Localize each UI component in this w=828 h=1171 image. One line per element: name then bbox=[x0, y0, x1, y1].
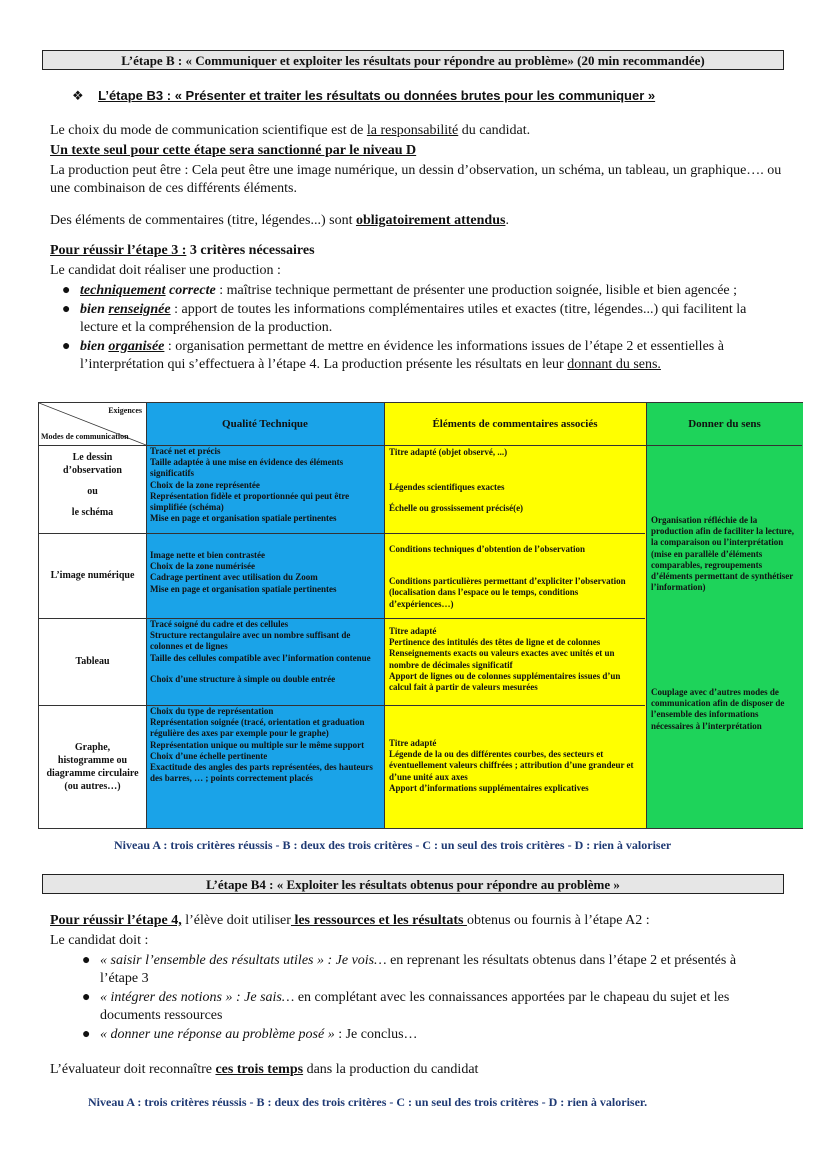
text: : organisation permettant de mettre en évidence les informations issues de l’étape 2 et essentielles à l’interprétation qui s’effectuera à l’étape 4. La production présente les résultats en leur bbox=[80, 339, 724, 372]
text: L’image numérique bbox=[50, 570, 135, 581]
text: Le choix du mode de communication scientifique est de bbox=[50, 123, 367, 138]
header-commentaires: Éléments de commentaires associés bbox=[432, 418, 598, 430]
list-item bbox=[50, 282, 784, 300]
text-underlined: donnant du sens. bbox=[567, 357, 661, 372]
bullet-icon: ● bbox=[82, 953, 91, 968]
divider bbox=[646, 403, 647, 828]
etape-b3-title bbox=[72, 88, 655, 104]
cell-comm-image bbox=[389, 544, 644, 610]
candidat-doit: Le candidat doit : bbox=[50, 933, 149, 948]
divider bbox=[39, 533, 645, 534]
text: : apport de toutes les informations complémentaires utiles et exactes (titre, légendes...) qui facilitent la lecture et la compréhension de la production. bbox=[80, 302, 747, 335]
list-item bbox=[70, 1026, 768, 1044]
text: obtenus ou fournis à l’étape A2 : bbox=[466, 913, 650, 928]
text: bien bbox=[80, 339, 109, 354]
divider bbox=[384, 403, 385, 828]
row-label-tableau bbox=[41, 655, 144, 668]
text: Cadrage pertinent avec utilisation du Zoom bbox=[150, 572, 318, 583]
bullet-icon: ● bbox=[62, 283, 71, 298]
text: Représentation unique ou multiple sur le même support bbox=[150, 739, 365, 750]
text: L’évaluateur doit reconnaître bbox=[50, 1062, 216, 1077]
column-sens bbox=[646, 403, 803, 828]
text-bold-underlined: Pour réussir l’étape 4, bbox=[50, 913, 182, 928]
text: Structure rectangulaire avec un nombre suffisant de colonnes et de lignes bbox=[150, 630, 351, 652]
text: histogramme ou bbox=[57, 755, 128, 766]
candidat-production: Le candidat doit réaliser une production : bbox=[50, 263, 281, 278]
cell-tech-dessin bbox=[150, 446, 382, 524]
text: Représentation fidèle et proportionnée qui peut être simplifiée (schéma) bbox=[150, 490, 350, 513]
row-label-image bbox=[41, 569, 144, 582]
text: Taille adaptée à une mise en évidence des éléments significatifs bbox=[150, 457, 344, 479]
criteria-list bbox=[50, 282, 784, 375]
row-label-dessin bbox=[41, 451, 144, 519]
text: Conditions techniques d’obtention de l’observation bbox=[389, 544, 586, 554]
list-item bbox=[70, 952, 768, 988]
text: Choix de la zone numérisée bbox=[150, 561, 255, 572]
corner-modes: Modes de communication bbox=[41, 432, 129, 441]
text: Tracé net et précis bbox=[150, 446, 221, 456]
cell-sens-couplage: Couplage avec d’autres modes de communication afin de disposer de l’ensemble des informations nécessaires à l’interprétation bbox=[651, 687, 785, 731]
text-underlined: Pour réussir l’étape 3 : bbox=[50, 243, 187, 258]
text: Échelle ou grossissement précisé(e) bbox=[389, 503, 524, 514]
text: Choix d’une structure à simple ou double entrée bbox=[150, 673, 336, 684]
bullet-icon: ● bbox=[62, 339, 71, 354]
text: le schéma bbox=[71, 507, 114, 518]
text: Le dessin bbox=[72, 452, 113, 463]
text: Exactitude des angles des parts représentées, des hauteurs des barres, … ; points correctement placés bbox=[150, 762, 373, 784]
text: Légende de la ou des différentes courbes, des secteurs et éventuellement valeurs chiffrées ; attribution d’une grandeur et d’une unité aux axes bbox=[389, 749, 634, 782]
b4-list bbox=[70, 952, 768, 1045]
text-underlined: la responsabilité bbox=[366, 123, 459, 138]
diamond-bullet-icon: ❖ bbox=[72, 88, 84, 103]
text: Mise en page et organisation spatiale pertinentes bbox=[150, 513, 337, 524]
text: « intégrer des notions » : Je sais… bbox=[100, 990, 295, 1005]
text: Apport de lignes ou de colonnes supplémentaires issues d’un calcul fait à partir de valeurs mesurées bbox=[389, 670, 621, 693]
text: Tableau bbox=[75, 656, 110, 667]
text: Choix du type de représentation bbox=[150, 706, 274, 716]
criteria-table bbox=[38, 402, 803, 829]
cell-comm-dessin bbox=[389, 447, 644, 515]
etape-b-header: L’étape B : « Communiquer et exploiter les résultats pour répondre au problème» (20 min recommandée) bbox=[42, 50, 784, 70]
text: Légendes scientifiques exactes bbox=[389, 482, 505, 493]
text: « donner une réponse au problème posé » bbox=[100, 1027, 335, 1042]
list-item bbox=[50, 301, 784, 337]
text: . bbox=[505, 213, 509, 228]
cell-tech-tableau bbox=[150, 619, 382, 685]
paragraph-commentaires bbox=[50, 212, 784, 230]
text: Des éléments de commentaires (titre, légendes...) sont bbox=[50, 213, 356, 228]
text: Taille des cellules compatible avec l’information contenue bbox=[150, 652, 371, 663]
text: techniquement bbox=[80, 283, 166, 298]
text: Apport d’informations supplémentaires explicatives bbox=[389, 782, 589, 793]
header-qualite: Qualité Technique bbox=[222, 418, 308, 430]
bullet-icon: ● bbox=[82, 990, 91, 1005]
etape-b3-title-text: L’étape B3 : « Présenter et traiter les résultats ou données brutes pour les communiquer » bbox=[98, 88, 656, 103]
text: Image nette et bien contrastée bbox=[150, 550, 265, 560]
text: « saisir l’ensemble des résultats utiles » : Je vois… bbox=[100, 953, 387, 968]
corner-exigences: Exigences bbox=[108, 406, 142, 415]
text: du candidat. bbox=[458, 123, 531, 138]
paragraph-choix bbox=[50, 122, 784, 140]
text: renseignée bbox=[108, 302, 171, 317]
text: dans la production du candidat bbox=[303, 1062, 479, 1077]
text-bold-underlined: les ressources et les résultats bbox=[290, 913, 467, 928]
text: diagramme circulaire bbox=[46, 768, 139, 779]
paragraph-production: La production peut être : Cela peut être une image numérique, un dessin d’observation, un schéma, un tableau, un graphique…. ou une combinaison de ces différents éléments. bbox=[50, 163, 782, 196]
bullet-icon: ● bbox=[62, 302, 71, 317]
text: Représentation soignée (tracé, orientation et graduation régulière des axes par exemple pour le graphe) bbox=[150, 717, 365, 739]
text: Choix d’une échelle pertinente bbox=[150, 750, 268, 761]
text: (ou autres…) bbox=[64, 781, 121, 792]
cell-comm-tableau bbox=[389, 626, 644, 693]
text: correcte bbox=[165, 283, 216, 298]
list-item bbox=[70, 989, 768, 1025]
cell-tech-graphe bbox=[150, 706, 382, 784]
divider bbox=[146, 403, 147, 828]
text: en complétant avec les connaissances apportées par le chapeau du sujet et les documents ressources bbox=[100, 990, 730, 1023]
text: : Je conclus… bbox=[334, 1027, 418, 1042]
cell-tech-image bbox=[150, 550, 382, 595]
paragraph-sanction: Un texte seul pour cette étape sera sanctionné par le niveau D bbox=[50, 143, 417, 158]
evaluateur bbox=[50, 1061, 784, 1079]
text: Tracé soigné du cadre et des cellules bbox=[150, 619, 289, 629]
text: 3 critères nécessaires bbox=[186, 243, 315, 258]
reussir-etape-4 bbox=[50, 912, 784, 930]
niveau-b4: Niveau A : trois critères réussis - B : deux des trois critères - C : un seul des trois critères - D : rien à valoriser. bbox=[88, 1095, 648, 1109]
cell-sens-organisation: Organisation réfléchie de la production afin de faciliter la lecture, la comparaison ou l’interprétation (mise en parallèle d’éléments comparables, regroupements d’éléments permettant de synthétiser l’information) bbox=[651, 515, 794, 593]
reussir-etape-3 bbox=[50, 242, 784, 260]
row-label-graphe bbox=[41, 741, 144, 793]
text: Graphe, bbox=[74, 742, 111, 753]
text: Titre adapté (objet observé, ...) bbox=[389, 447, 508, 457]
text: Titre adapté bbox=[389, 626, 437, 636]
list-item bbox=[50, 338, 784, 374]
etape-b4-header: L’étape B4 : « Exploiter les résultats obtenus pour répondre au problème » bbox=[42, 874, 784, 894]
niveau-b3: Niveau A : trois critères réussis - B : deux des trois critères - C : un seul des trois critères - D : rien à valoriser bbox=[114, 838, 672, 852]
text: l’élève doit utiliser bbox=[181, 913, 291, 928]
text: Titre adapté bbox=[389, 738, 437, 748]
text: organisée bbox=[108, 339, 165, 354]
text: Renseignements exacts ou valeurs exactes avec unités et un nombre de décimales significatif bbox=[389, 648, 615, 670]
text: Mise en page et organisation spatiale pertinentes bbox=[150, 583, 337, 594]
text: bien bbox=[80, 302, 109, 317]
text-bold-underlined: ces trois temps bbox=[215, 1062, 304, 1077]
text: Choix de la zone représentée bbox=[150, 479, 260, 490]
text: : maîtrise technique permettant de présenter une production soignée, lisible et bien agencée ; bbox=[215, 283, 738, 298]
text: en reprenant les résultats obtenus dans l’étape 2 et présentés à l’étape 3 bbox=[100, 953, 737, 986]
bullet-icon: ● bbox=[82, 1027, 91, 1042]
text: ou bbox=[87, 486, 98, 497]
text: d’observation bbox=[63, 465, 122, 476]
text-bold-underlined: obligatoirement attendus bbox=[355, 213, 506, 228]
text: Pertinence des intitulés des têtes de ligne et de colonnes bbox=[389, 637, 601, 648]
cell-comm-graphe bbox=[389, 738, 644, 794]
header-sens: Donner du sens bbox=[688, 418, 761, 430]
text: Conditions particulières permettant d’expliciter l’observation (localisation dans l’espace ou le temps, conditions d’expériences…) bbox=[389, 576, 626, 609]
